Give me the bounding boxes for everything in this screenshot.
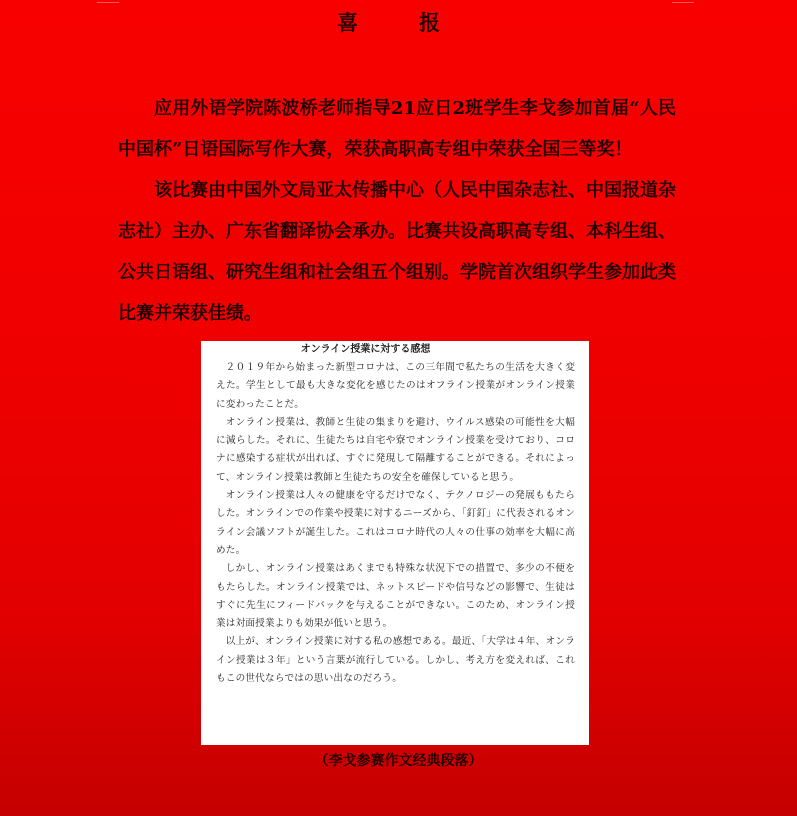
essay-paragraph: オンライン授業は、教師と生徒の集まりを避け、ウイルス感染の可能性を大幅に減らした。それに、生徒たちは自宅や寮でオンライン授業を受けており、コロナに感染する症状が出れば、すぐに発現して隔離することができる。それによって、オンライン授業は教師と生徒たちの安全を確保していると思う。 (216, 416, 575, 483)
image-caption: （李戈参赛作文经典段落） (314, 753, 483, 769)
essay-excerpt-image (201, 341, 589, 745)
announcement-paragraph-award: 应用外语学院陈波桥老师指导21应日2班学生李戈参加首届“人民中国杯”日语国际写作大赛，荣获高职高专组中荣获全国三等奖！ (118, 98, 676, 160)
page-title: 喜 报 (337, 10, 460, 35)
essay-paragraph: 以上が、オンライン授業に対する私の感想である。最近、「大学は４年、オンライン授業は３年」という言葉が流行している。しかし、考え方を変えれば、これもこの世代ならではの思い出なのだろう。 (216, 636, 575, 685)
announcement-body (118, 88, 676, 334)
page-corner-mark-left (97, 0, 119, 3)
page-corner-mark-right (672, 0, 694, 3)
essay-paragraph: オンライン授業は人々の健康を守るだけでなく、テクノロジーの発展ももたらした。オンラインでの作業や授業に対するニーズから、「釘釘」に代表されるオンライン会議ソフトが誕生した。これはコロナ時代の人々の仕事の効率を大幅に高めた。 (216, 490, 575, 556)
essay-paragraph: しかし、オンライン授業はあくまでも特殊な状況下での措置で、多少の不便をもたらした。オンライン授業では、ネットスピードや信号などの影響で、生徒はすぐに先生にフィードバックを与えることができない。このため、オンライン授業は対面授業よりも効果が低いと思う。 (216, 563, 575, 630)
announcement-paragraph-contest-info: 该比赛由中国外文局亚太传播中心（人民中国杂志社、中国报道杂志社）主办、广东省翻译协会承办。比赛共设高职高专组、本科生组、公共日语组、研究生组和社会组五个组别。学院首次组织学生参加此类比赛并荣获佳绩。 (118, 180, 676, 324)
essay-title: オンライン授業に対する感想 (300, 344, 431, 355)
essay-paragraph: ２０１９年から始まった新型コロナは、この三年間で私たちの生活を大きく変えた。学生として最も大きな変化を感じたのはオフライン授業がオンライン授業に変わったことだ。 (216, 362, 575, 410)
